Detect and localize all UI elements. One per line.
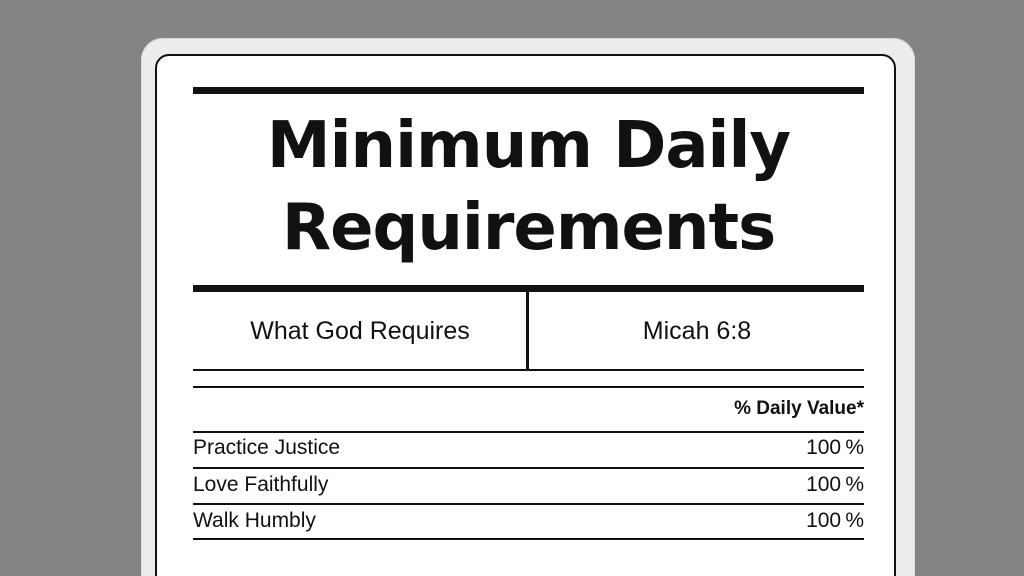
serving-cell-right: Micah 6:8 [642, 316, 752, 345]
top-thick-rule [193, 87, 864, 94]
title-line-2: Requirements [281, 191, 776, 265]
row-label-justice: Practice Justice [193, 436, 341, 459]
vertical-divider [526, 292, 529, 370]
divider [193, 503, 864, 505]
row-value-justice: 100 % [806, 436, 864, 459]
daily-value-header: % Daily Value* [734, 398, 864, 419]
row-value-faithfully: 100 % [806, 473, 864, 496]
divider [193, 369, 864, 371]
title-line-1: Minimum Daily [266, 109, 791, 183]
row-value-humbly: 100 % [806, 509, 864, 532]
row-label-faithfully: Love Faithfully [193, 473, 329, 496]
divider [193, 431, 864, 433]
divider [193, 467, 864, 469]
serving-cell-left: What God Requires [250, 316, 470, 345]
divider [193, 538, 864, 540]
middle-thick-rule [193, 285, 864, 292]
row-label-humbly: Walk Humbly [193, 509, 316, 532]
divider [193, 386, 864, 388]
